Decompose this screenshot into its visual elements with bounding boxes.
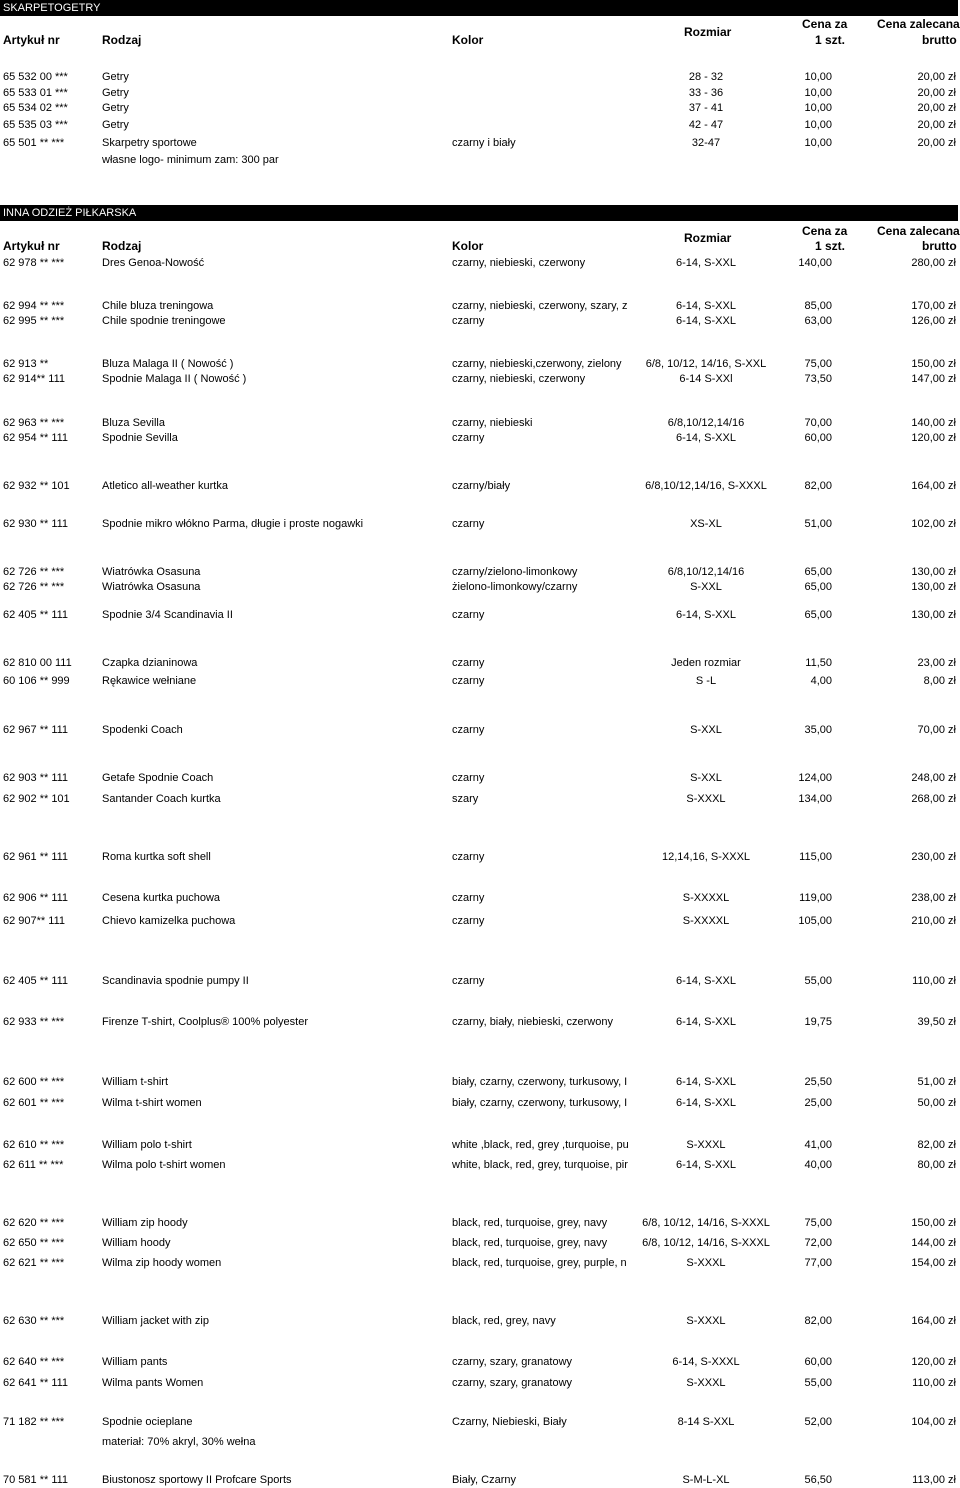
- cell-kolor: czarny: [452, 609, 485, 621]
- cell-cena: 82,00: [804, 1315, 832, 1327]
- header-art: Artykuł nr: [3, 33, 60, 47]
- cell-brutto: 210,00 zł: [911, 915, 956, 927]
- table-row: [0, 1473, 960, 1488]
- section-title-skarpetogetry: SKARPETOGETRY: [0, 0, 958, 16]
- table-row: [0, 479, 960, 494]
- cell-cena: 119,00: [799, 892, 832, 904]
- cell-brutto: 8,00 zł: [923, 675, 956, 687]
- cell-rodzaj: Wiatrówka Osasuna: [102, 566, 201, 578]
- cell-art: 62 933 ** ***: [3, 1016, 65, 1028]
- cell-rodzaj: Spodnie Sevilla: [102, 432, 178, 444]
- cell-cena: 10,00: [804, 102, 832, 114]
- cell-brutto: 20,00 zł: [917, 137, 956, 149]
- cell-cena: 55,00: [804, 1377, 832, 1389]
- cell-art: 62 978 ** ***: [3, 257, 65, 269]
- cell-rozmiar: 6-14, S-XXL: [676, 300, 736, 312]
- cell-art: 70 581 ** 111: [3, 1474, 69, 1486]
- cell-kolor: czarny, niebieski: [452, 417, 533, 429]
- table-row: [0, 136, 960, 151]
- cell-rozmiar: 8-14 S-XXL: [677, 1416, 735, 1428]
- cell-rozmiar: 6-14, S-XXL: [676, 432, 736, 444]
- cell-art: 62 954 ** 111: [3, 432, 69, 444]
- cell-art: 62 914** 111: [3, 373, 65, 385]
- cell-art: 62 913 **: [3, 358, 49, 370]
- table-row: [0, 792, 960, 807]
- cell-cena: 40,00: [804, 1159, 832, 1171]
- cell-brutto: 126,00 zł: [911, 315, 956, 327]
- cell-kolor: czarny: [452, 657, 485, 669]
- cell-rodzaj: Roma kurtka soft shell: [102, 851, 211, 863]
- cell-cena: 60,00: [804, 1356, 832, 1368]
- cell-cena: 4,00: [810, 675, 832, 687]
- cell-art: 65 535 03 ***: [3, 119, 68, 131]
- cell-rodzaj: Czapka dzianinowa: [102, 657, 198, 669]
- cell-cena: 124,00: [798, 772, 832, 784]
- cell-kolor: żielono-limonkowy/czarny: [452, 581, 578, 593]
- cell-kolor: czarny: [452, 915, 485, 927]
- table-row: [0, 1376, 960, 1391]
- cell-brutto: 164,00 zł: [911, 1315, 956, 1327]
- cell-kolor: czarny/biały: [452, 480, 511, 492]
- cell-rozmiar: S-XXL: [690, 581, 722, 593]
- cell-rozmiar: 6/8,10/12,14/16, S-XXXL: [645, 480, 767, 492]
- cell-kolor: czarny: [452, 772, 485, 784]
- cell-brutto: 20,00 zł: [917, 102, 956, 114]
- cell-art: 62 961 ** 111: [3, 851, 69, 863]
- cell-rozmiar: Jeden rozmiar: [671, 657, 741, 669]
- cell-brutto: 110,00 zł: [912, 1377, 956, 1389]
- cell-cena: 10,00: [804, 87, 832, 99]
- cell-rozmiar: 6-14, S-XXXL: [672, 1356, 740, 1368]
- cell-rodzaj: Dres Genoa-Nowość: [102, 257, 205, 269]
- cell-kolor: czarny: [452, 892, 485, 904]
- cell-cena: 115,00: [799, 851, 832, 863]
- cell-rozmiar: S-XXXL: [686, 1139, 726, 1151]
- cell-kolor: czarny: [452, 315, 485, 327]
- cell-rodzaj: Biustonosz sportowy II Profcare Sports: [102, 1474, 292, 1486]
- cell-rozmiar: S-XXL: [690, 772, 722, 784]
- cell-rodzaj: Spodnie Malaga II ( Nowość ): [102, 373, 247, 385]
- cell-art: 62 620 ** ***: [3, 1217, 65, 1229]
- table-row: [0, 299, 960, 314]
- cell-rodzaj: Rękawice wełniane: [102, 675, 197, 687]
- cell-kolor: czarny: [452, 724, 485, 736]
- header-kolor: Kolor: [452, 239, 484, 253]
- cell-art: 62 903 ** 111: [3, 772, 69, 784]
- cell-art: 62 994 ** ***: [3, 300, 65, 312]
- cell-brutto: 110,00 zł: [912, 975, 956, 987]
- table-row: [0, 256, 960, 271]
- table-row: [0, 1314, 960, 1329]
- cell-kolor: biały, czarny, czerwony, turkusowy, I: [452, 1076, 628, 1088]
- table-row: [0, 771, 960, 786]
- cell-cena: 52,00: [804, 1416, 832, 1428]
- cell-rodzaj: Spodenki Coach: [102, 724, 183, 736]
- cell-brutto: 23,00 zł: [917, 657, 956, 669]
- cell-kolor: black, red, turquoise, grey, purple, n: [452, 1257, 627, 1269]
- cell-rozmiar: 6/8,10/12,14/16: [667, 417, 745, 429]
- cell-brutto: 20,00 zł: [917, 71, 956, 83]
- cell-rozmiar: 6/8, 10/12, 14/16, S-XXXL: [642, 1217, 770, 1229]
- cell-rozmiar: 6/8, 10/12, 14/16, S-XXXL: [642, 1237, 770, 1249]
- cell-rodzaj: Wiatrówka Osasuna: [102, 581, 201, 593]
- cell-kolor: czarny, szary, granatowy: [452, 1356, 573, 1368]
- table-row: [0, 1236, 960, 1251]
- table-row: [0, 565, 960, 580]
- cell-cena: 55,00: [804, 975, 832, 987]
- cell-kolor: czarny i biały: [452, 137, 516, 149]
- cell-rodzaj: William pants: [102, 1356, 168, 1368]
- cell-kolor: czarny, biały, niebieski, czerwony: [452, 1016, 613, 1028]
- cell-rozmiar: 33 - 36: [688, 87, 724, 99]
- cell-cena: 10,00: [804, 137, 832, 149]
- cell-art: 65 532 00 ***: [3, 71, 68, 83]
- table-row: [0, 70, 960, 85]
- cell-rodzaj: William hoody: [102, 1237, 171, 1249]
- cell-cena: 75,00: [804, 358, 832, 370]
- cell-rodzaj: Chievo kamizelka puchowa: [102, 915, 236, 927]
- cell-art: 62 650 ** ***: [3, 1237, 65, 1249]
- cell-rodzaj: Wilma polo t-shirt women: [102, 1159, 226, 1171]
- cell-rodzaj: Bluza Malaga II ( Nowość ): [102, 358, 234, 370]
- cell-art: 62 640 ** ***: [3, 1356, 65, 1368]
- cell-rozmiar: 6/8, 10/12, 14/16, S-XXL: [645, 358, 767, 370]
- cell-kolor: white, black, red, grey, turquoise, pir: [452, 1159, 628, 1171]
- cell-rozmiar: XS-XL: [690, 518, 722, 530]
- cell-art: 62 995 ** ***: [3, 315, 65, 327]
- cell-rozmiar: 6-14, S-XXL: [676, 975, 736, 987]
- table-row: [0, 580, 960, 595]
- cell-rozmiar: S-XXXL: [686, 793, 726, 805]
- cell-rozmiar: S-XXXL: [686, 1377, 726, 1389]
- cell-cena: 85,00: [804, 300, 832, 312]
- cell-art: 65 533 01 ***: [3, 87, 68, 99]
- cell-art: 62 611 ** ***: [3, 1159, 64, 1171]
- cell-cena: 63,00: [804, 315, 832, 327]
- cell-rozmiar: S-XXXL: [686, 1257, 726, 1269]
- table-row: [0, 1015, 960, 1030]
- cell-art: 62 610 ** ***: [3, 1139, 65, 1151]
- table-row: [0, 431, 960, 446]
- cell-rozmiar: 6-14 S-XXl: [679, 373, 733, 385]
- cell-art: 62 932 ** 101: [3, 480, 70, 492]
- cell-art: 62 906 ** 111: [3, 892, 69, 904]
- cell-kolor: czarny, szary, granatowy: [452, 1377, 573, 1389]
- cell-rodzaj: Wilma pants Women: [102, 1377, 204, 1389]
- cell-brutto: 130,00 zł: [911, 566, 956, 578]
- cell-rozmiar: 6-14, S-XXL: [676, 257, 736, 269]
- table-row: [0, 118, 960, 133]
- table-row: [0, 86, 960, 101]
- cell-kolor: black, red, grey, navy: [452, 1315, 556, 1327]
- cell-rodzaj: Bluza Sevilla: [102, 417, 165, 429]
- cell-brutto: 113,00 zł: [912, 1474, 956, 1486]
- cell-rozmiar: 42 - 47: [688, 119, 724, 131]
- cell-brutto: 20,00 zł: [917, 119, 956, 131]
- cell-art: 62 907** 111: [3, 915, 65, 927]
- cell-rodzaj: William polo t-shirt: [102, 1139, 192, 1151]
- cell-rodzaj: Spodnie 3/4 Scandinavia II: [102, 609, 233, 621]
- cell-rodzaj: William t-shirt: [102, 1076, 168, 1088]
- header-rodzaj: Rodzaj: [102, 239, 142, 253]
- cell-kolor: biały, czarny, czerwony, turkusowy, I: [452, 1097, 628, 1109]
- cell-art: 62 641 ** 111: [3, 1377, 69, 1389]
- cell-brutto: 50,00 zł: [917, 1097, 956, 1109]
- cell-rodzaj: Skarpetry sportowe: [102, 137, 197, 149]
- table-row: [0, 1158, 960, 1173]
- cell-kolor: czarny, niebieski, czerwony: [452, 257, 586, 269]
- cell-cena: 77,00: [804, 1257, 832, 1269]
- cell-cena: 72,00: [804, 1237, 832, 1249]
- table-row: [0, 372, 960, 387]
- table-row: [0, 1075, 960, 1090]
- cell-rozmiar: 6-14, S-XXL: [676, 609, 736, 621]
- table-row: [0, 608, 960, 623]
- cell-kolor: szary: [452, 793, 479, 805]
- cell-cena: 25,00: [804, 1097, 832, 1109]
- cell-rodzaj: Getry: [102, 119, 129, 131]
- cell-rodzaj: Scandinavia spodnie pumpy II: [102, 975, 249, 987]
- cell-cena: 82,00: [804, 480, 832, 492]
- cell-kolor: czarny, niebieski, czerwony, szary, z: [452, 300, 628, 312]
- cell-rodzaj: Firenze T-shirt, Coolplus® 100% polyester: [102, 1016, 308, 1028]
- cell-rodzaj: William jacket with zip: [102, 1315, 209, 1327]
- header-brutto-2: brutto: [922, 33, 957, 47]
- cell-kolor: czarny: [452, 975, 485, 987]
- header-cena: Cena za: [802, 17, 848, 31]
- cell-brutto: 80,00 zł: [917, 1159, 956, 1171]
- table-row: [0, 314, 960, 329]
- cell-art: 62 726 ** ***: [3, 581, 65, 593]
- cell-cena: 25,50: [804, 1076, 832, 1088]
- cell-rodzaj: William zip hoody: [102, 1217, 188, 1229]
- table-row: [0, 850, 960, 865]
- cell-kolor: black, red, turquoise, grey, navy: [452, 1237, 608, 1249]
- cell-cena: 73,50: [804, 373, 832, 385]
- cell-rozmiar: 32-47: [691, 137, 721, 149]
- cell-rozmiar: S-M-L-XL: [682, 1474, 730, 1486]
- cell-rodzaj: Getafe Spodnie Coach: [102, 772, 214, 784]
- cell-brutto: 170,00 zł: [911, 300, 956, 312]
- cell-rozmiar: 12,14,16, S-XXXL: [661, 851, 751, 863]
- cell-brutto: 147,00 zł: [911, 373, 956, 385]
- cell-brutto: 154,00 zł: [911, 1257, 956, 1269]
- cell-art: 65 534 02 ***: [3, 102, 68, 114]
- cell-brutto: 20,00 zł: [917, 87, 956, 99]
- table-row: [0, 1216, 960, 1231]
- cell-brutto: 248,00 zł: [911, 772, 956, 784]
- cell-brutto: 104,00 zł: [911, 1416, 956, 1428]
- header-kolor: Kolor: [452, 33, 484, 47]
- cell-art: 62 621 ** ***: [3, 1257, 65, 1269]
- cell-cena: 65,00: [804, 581, 832, 593]
- section-title-inna-odziez: INNA ODZIEŻ PIŁKARSKA: [0, 205, 958, 221]
- cell-brutto: 238,00 zł: [911, 892, 956, 904]
- header-cena: Cena za: [802, 224, 848, 238]
- cell-kolor: Biały, Czarny: [452, 1474, 516, 1486]
- cell-rodzaj: Getry: [102, 87, 129, 99]
- cell-rozmiar: 6-14, S-XXL: [676, 1016, 736, 1028]
- header-rozmiar: Rozmiar: [684, 25, 732, 39]
- cell-rodzaj: Santander Coach kurtka: [102, 793, 221, 805]
- table-row: [0, 974, 960, 989]
- cell-art: 62 405 ** 111: [3, 609, 69, 621]
- table-row: [0, 517, 960, 532]
- table-row: [0, 357, 960, 372]
- cell-kolor: czarny, niebieski,czerwony, zielony: [452, 358, 622, 370]
- cell-cena: 65,00: [804, 609, 832, 621]
- table-row: [0, 656, 960, 671]
- cell-kolor: czarny: [452, 518, 485, 530]
- cell-rozmiar: 6/8,10/12,14/16: [667, 566, 745, 578]
- cell-art: 62 967 ** 111: [3, 724, 69, 736]
- cell-rodzaj: Wilma t-shirt women: [102, 1097, 202, 1109]
- cell-rodzaj: Cesena kurtka puchowa: [102, 892, 221, 904]
- table-row: [0, 1415, 960, 1430]
- cell-brutto: 70,00 zł: [917, 724, 956, 736]
- cell-brutto: 130,00 zł: [911, 581, 956, 593]
- cell-rozmiar: S-XXXXL: [682, 915, 730, 927]
- cell-art: 62 902 ** 101: [3, 793, 70, 805]
- cell-cena: 75,00: [804, 1217, 832, 1229]
- cell-art: 65 501 ** ***: [3, 137, 65, 149]
- cell-cena: 56,50: [804, 1474, 832, 1486]
- cell-rozmiar: 37 - 41: [688, 102, 724, 114]
- cell-rodzaj: Chile bluza treningowa: [102, 300, 214, 312]
- cell-cena: 10,00: [804, 71, 832, 83]
- cell-cena: 134,00: [798, 793, 832, 805]
- header-brutto-2: brutto: [922, 239, 957, 253]
- cell-kolor: Czarny, Niebieski, Biały: [452, 1416, 567, 1428]
- cell-brutto: 164,00 zł: [911, 480, 956, 492]
- cell-kolor: czarny: [452, 851, 485, 863]
- cell-rodzaj: Spodnie mikro włókno Parma, długie i proste nogawki: [102, 518, 364, 530]
- cell-rozmiar: 6-14, S-XXL: [676, 1076, 736, 1088]
- section1-note: własne logo- minimum zam: 300 par: [102, 154, 279, 166]
- cell-brutto: 120,00 zł: [911, 432, 956, 444]
- table-row: [0, 1096, 960, 1111]
- cell-cena: 41,00: [804, 1139, 832, 1151]
- cell-cena: 51,00: [804, 518, 832, 530]
- cell-art: 62 963 ** ***: [3, 417, 65, 429]
- cell-rozmiar: 6-14, S-XXL: [676, 1159, 736, 1171]
- cell-rozmiar: S-XXXXL: [682, 892, 730, 904]
- cell-kolor: czarny: [452, 432, 485, 444]
- cell-brutto: 268,00 zł: [911, 793, 956, 805]
- table-row: [0, 101, 960, 116]
- cell-brutto: 82,00 zł: [917, 1139, 956, 1151]
- cell-rodzaj: Spodnie ocieplane: [102, 1416, 193, 1428]
- cell-rozmiar: S -L: [695, 675, 717, 687]
- header-brutto: Cena zalecana: [877, 17, 960, 31]
- cell-brutto: 102,00 zł: [911, 518, 956, 530]
- cell-cena: 60,00: [804, 432, 832, 444]
- header-cena-szt: 1 szt.: [815, 239, 846, 253]
- cell-brutto: 140,00 zł: [911, 417, 956, 429]
- cell-rodzaj: Atletico all-weather kurtka: [102, 480, 228, 492]
- cell-art: 62 726 ** ***: [3, 566, 65, 578]
- table-row: [0, 1355, 960, 1370]
- cell-rodzaj: Wilma zip hoody women: [102, 1257, 222, 1269]
- cell-brutto: 51,00 zł: [917, 1076, 956, 1088]
- cell-rodzaj: Getry: [102, 71, 129, 83]
- table-row: [0, 674, 960, 689]
- cell-kolor: czarny/zielono-limonkowy: [452, 566, 578, 578]
- cell-cena: 10,00: [804, 119, 832, 131]
- section2-note: materiał: 70% akryl, 30% wełna: [102, 1436, 256, 1448]
- cell-art: 60 106 ** 999: [3, 675, 70, 687]
- cell-art: 71 182 ** ***: [3, 1416, 65, 1428]
- header-rodzaj: Rodzaj: [102, 33, 142, 47]
- cell-art: 62 405 ** 111: [3, 975, 69, 987]
- cell-art: 62 600 ** ***: [3, 1076, 65, 1088]
- table-row: [0, 1256, 960, 1271]
- cell-rodzaj: Getry: [102, 102, 129, 114]
- header-cena-szt: 1 szt.: [815, 33, 846, 47]
- table-row: [0, 1138, 960, 1153]
- cell-art: 62 630 ** ***: [3, 1315, 65, 1327]
- cell-rozmiar: 28 - 32: [688, 71, 724, 83]
- cell-kolor: white ,black, red, grey ,turquoise, pu: [452, 1139, 629, 1151]
- cell-rozmiar: S-XXL: [690, 724, 722, 736]
- cell-rozmiar: 6-14, S-XXL: [676, 1097, 736, 1109]
- cell-brutto: 120,00 zł: [911, 1356, 956, 1368]
- cell-brutto: 150,00 zł: [911, 1217, 956, 1229]
- cell-rodzaj: Chile spodnie treningowe: [102, 315, 226, 327]
- cell-cena: 70,00: [804, 417, 832, 429]
- table-row: [0, 891, 960, 906]
- cell-cena: 35,00: [804, 724, 832, 736]
- cell-brutto: 144,00 zł: [911, 1237, 956, 1249]
- cell-brutto: 130,00 zł: [911, 609, 956, 621]
- table-row: [0, 416, 960, 431]
- cell-art: 62 601 ** ***: [3, 1097, 65, 1109]
- cell-cena: 11,50: [805, 657, 832, 669]
- cell-rozmiar: S-XXXL: [686, 1315, 726, 1327]
- cell-kolor: black, red, turquoise, grey, navy: [452, 1217, 608, 1229]
- cell-cena: 105,00: [798, 915, 832, 927]
- header-brutto: Cena zalecana: [877, 224, 960, 238]
- cell-art: 62 810 00 111: [3, 657, 72, 669]
- header-art: Artykuł nr: [3, 239, 60, 253]
- cell-brutto: 280,00 zł: [911, 257, 956, 269]
- cell-kolor: czarny, niebieski, czerwony: [452, 373, 586, 385]
- header-rozmiar: Rozmiar: [684, 231, 732, 245]
- table-row: [0, 914, 960, 929]
- cell-cena: 19,75: [804, 1016, 832, 1028]
- cell-art: 62 930 ** 111: [3, 518, 69, 530]
- cell-cena: 140,00: [798, 257, 832, 269]
- cell-brutto: 39,50 zł: [917, 1016, 956, 1028]
- cell-kolor: czarny: [452, 675, 485, 687]
- cell-brutto: 150,00 zł: [911, 358, 956, 370]
- cell-rozmiar: 6-14, S-XXL: [676, 315, 736, 327]
- cell-brutto: 230,00 zł: [911, 851, 956, 863]
- table-row: [0, 723, 960, 738]
- cell-cena: 65,00: [804, 566, 832, 578]
